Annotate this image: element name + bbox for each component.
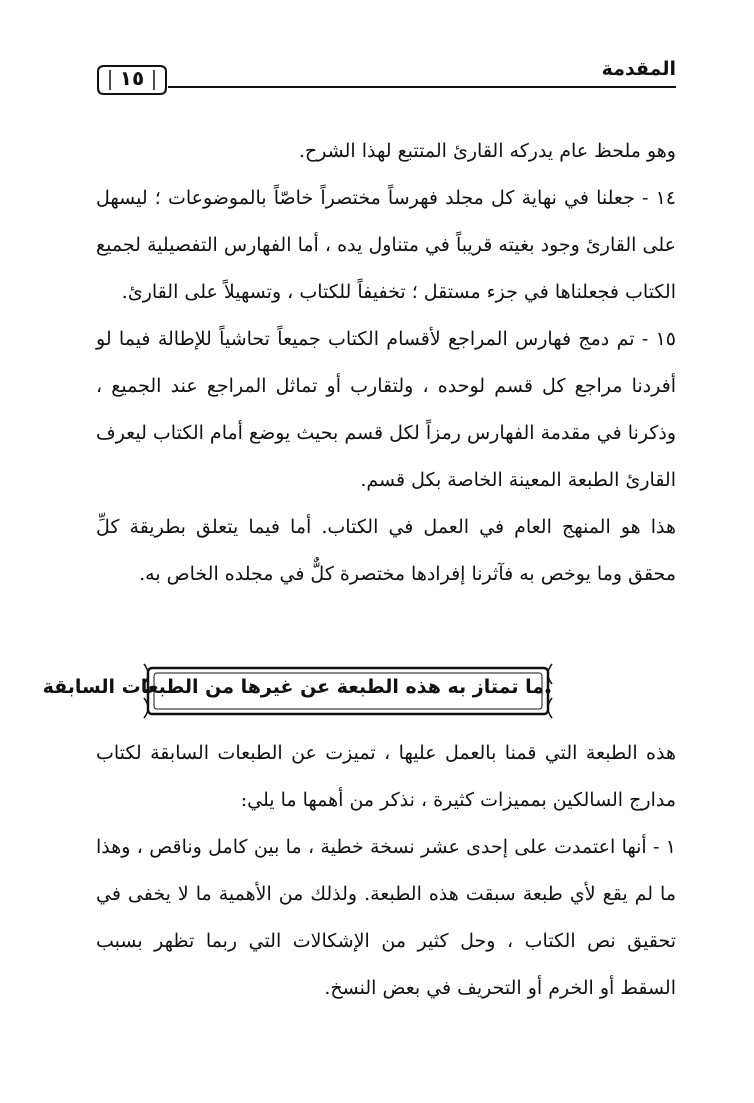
paragraph-item-14: ١٤ - جعلنا في نهاية كل مجلد فهرساً مختصراً خاصّاً بالموضوعات ؛ ليسهل على القارئ وجود بغيته قريباً في متناول يده ، أما الفهارس التفصيلية لجميع الكتاب فجعلناها في جزء مستقل ؛ تخفيفاً للكتاب ، وتسهيلاً على القارئ. — [96, 187, 676, 303]
paragraph-edition-intro: هذه الطبعة التي قمنا بالعمل عليها ، تميزت عن الطبعات السابقة لكتاب مدارج السالكين بمميزات كثيرة ، نذكر من أهمها ما يلي: — [96, 742, 676, 811]
section-heading: ما تمتاز به هذه الطبعة عن غيرها من الطبعات السابقة — [42, 676, 544, 698]
intro-text — [96, 128, 676, 598]
page-header — [96, 52, 676, 102]
section-text — [96, 730, 676, 1012]
paragraph-continuation: وهو ملحظ عام يدركه القارئ المتتبع لهذا الشرح. — [298, 140, 676, 162]
paragraph-feature-1: ١ - أنها اعتمدت على إحدى عشر نسخة خطية ، ما بين كامل وناقص ، وهذا ما لم يقع لأي طبعة سبقت هذه الطبعة. ولذلك من الأهمية ما لا يخفى في تحقيق نص الكتاب ، وحل كثير من الإشكالات التي ربما تظهر بسبب السقط أو الخرم أو التحريف في بعض النسخ. — [96, 836, 676, 999]
paragraph-method-summary: هذا هو المنهج العام في العمل في الكتاب. أما فيما يتعلق بطريقة كلِّ محقق وما يوخص به فآثرنا إفرادها مختصرة كلٌّ في مجلده الخاص به. — [96, 516, 676, 585]
page-number-frame — [96, 64, 168, 96]
running-title: المقدمة — [601, 58, 676, 80]
page-number: ١٥ — [119, 66, 145, 90]
section-heading-banner — [42, 660, 554, 722]
paragraph-item-15: ١٥ - تم دمج فهارس المراجع لأقسام الكتاب جميعاً تحاشياً للإطالة فيما لو أفردنا مراجع كل قسم لوحده ، ولتقارب أو تماثل المراجع عند الجميع ، وذكرنا في مقدمة الفهارس رمزاً لكل قسم بحيث يوضع أمام الكتاب ليعرف القارئ الطبعة المعينة الخاصة بكل قسم. — [96, 328, 676, 491]
header-rule — [168, 86, 676, 88]
